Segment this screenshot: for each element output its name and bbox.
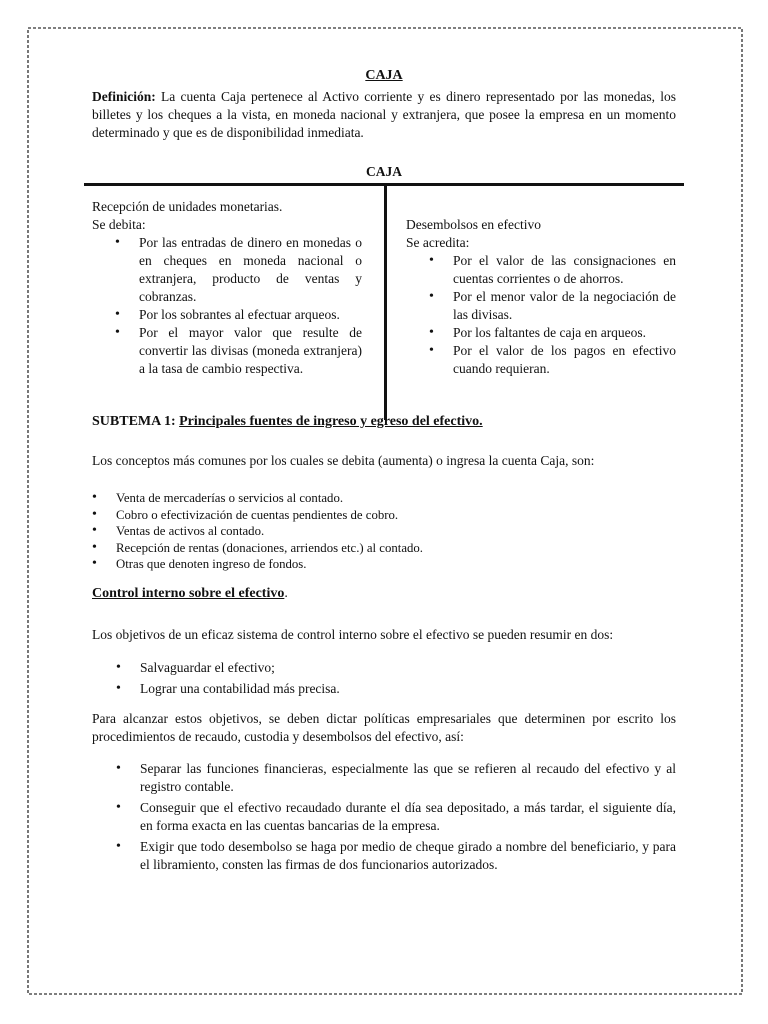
list-item: • Recepción de rentas (donaciones, arriendos etc.) al contado. (116, 540, 676, 557)
control-intro: Los objetivos de un eficaz sistema de control interno sobre el efectivo se pueden resumir en dos: (92, 627, 614, 642)
t-account-title: CAJA (366, 164, 402, 179)
list-item: • Por el mayor valor que resulte de convertir las divisas (moneda extranjera) a la tasa de cambio respectiva. (139, 324, 362, 378)
concepts-intro: Los conceptos más comunes por los cuales se debita (aumenta) o ingresa la cuenta Caja, son: (92, 453, 595, 468)
subtema-label: SUBTEMA 1: (92, 414, 180, 429)
list-item: • Otras que denoten ingreso de fondos. (116, 556, 676, 573)
concepts-list (116, 490, 676, 573)
list-item: • Cobro o efectivización de cuentas pendientes de cobro. (116, 507, 676, 524)
debit-list (139, 234, 362, 378)
definition-paragraph (92, 88, 676, 142)
policies-list (140, 760, 676, 874)
control-period: . (284, 586, 288, 601)
list-item: • Por el menor valor de la negociación de las divisas. (453, 288, 676, 324)
list-item: • Venta de mercaderías o servicios al contado. (116, 490, 676, 507)
list-item: • Ventas de activos al contado. (116, 523, 676, 540)
t-account-vertical-line (384, 184, 387, 420)
list-item: • Por los faltantes de caja en arqueos. (453, 324, 676, 342)
subtema-title: Principales fuentes de ingreso y egreso del efectivo. (179, 414, 483, 429)
list-item: • Por las entradas de dinero en monedas o en cheques en moneda nacional o extranjera, producto de ventas y cobranzas. (139, 234, 362, 306)
credit-list (453, 252, 676, 378)
debit-sub: Se debita: (92, 217, 146, 232)
control-title: Control interno sobre el efectivo (92, 586, 285, 601)
list-item: • Exigir que todo desembolso se haga por medio de cheque girado a nombre del beneficiario, y para el libramiento, consten las firmas de dos funcionarios autorizados. (140, 838, 676, 874)
credit-heading: Desembolsos en efectivo (406, 217, 541, 232)
t-account-debit-column (92, 198, 362, 378)
policies-intro: Para alcanzar estos objetivos, se deben dictar políticas empresariales que determinen por escrito los procedimientos de recaudo, custodia y desembolsos del efectivo, así: (92, 711, 676, 744)
debit-heading: Recepción de unidades monetarias. (92, 199, 283, 214)
t-account-credit-column (406, 216, 676, 378)
list-item: • Por el valor de las consignaciones en cuentas corrientes o de ahorros. (453, 252, 676, 288)
list-item: • Salvaguardar el efectivo; (140, 659, 680, 677)
control-heading (92, 586, 692, 602)
page-title: CAJA (365, 68, 403, 83)
definition-text: La cuenta Caja pertenece al Activo corriente y es dinero representado por las monedas, los billetes y los cheques a la vista, en moneda nacional y extranjera, que posee la empresa en un momento determinado y que es de disponibilidad inmediata. (92, 89, 676, 140)
list-item: • Separar las funciones financieras, especialmente las que se refieren al recaudo del efectivo y al registro contable. (140, 760, 676, 796)
definition-label: Definición: (92, 89, 156, 104)
subtema-heading (92, 414, 692, 430)
list-item: • Lograr una contabilidad más precisa. (140, 680, 680, 698)
list-item: • Por los sobrantes al efectuar arqueos. (139, 306, 362, 324)
credit-sub: Se acredita: (406, 235, 470, 250)
objectives-list (140, 659, 680, 698)
list-item: • Por el valor de los pagos en efectivo cuando requieran. (453, 342, 676, 378)
list-item: • Conseguir que el efectivo recaudado durante el día sea depositado, a más tardar, el siguiente día, en forma exacta en las cuentas bancarias de la empresa. (140, 799, 676, 835)
